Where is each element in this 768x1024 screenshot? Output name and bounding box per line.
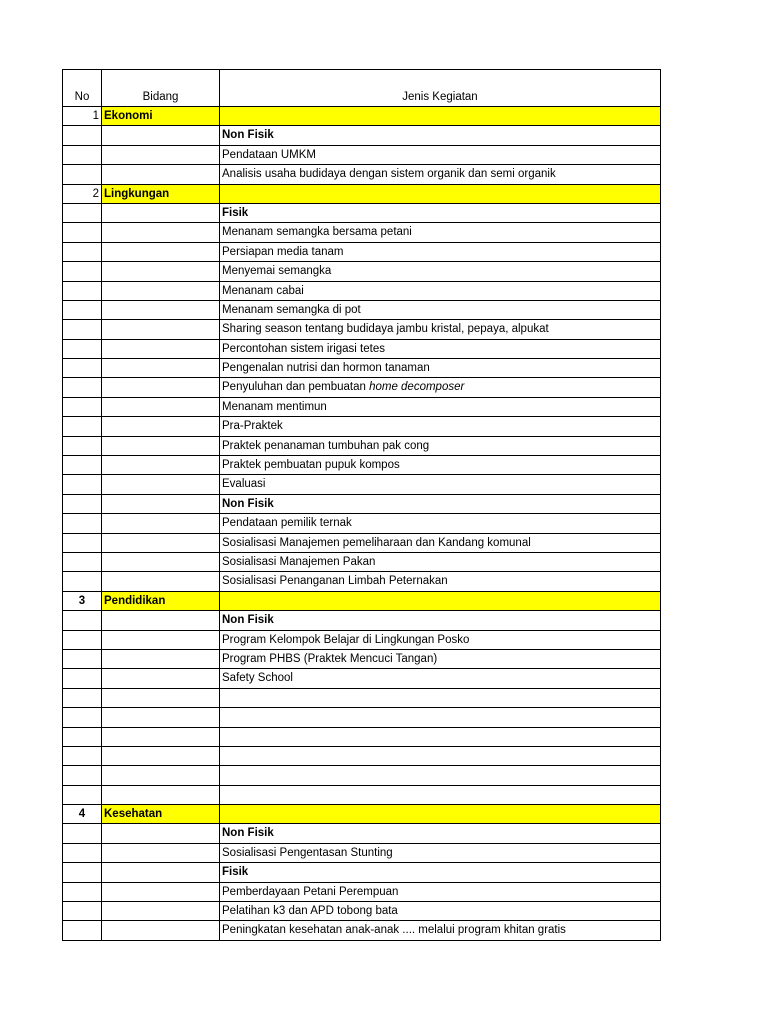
row-bidang-cell xyxy=(101,301,219,319)
row-no-cell xyxy=(62,534,101,552)
row-no-cell xyxy=(62,728,101,746)
row-no-cell xyxy=(62,223,101,241)
row-jenis-cell: Sosialisasi Penanganan Limbah Peternakan xyxy=(219,572,661,590)
row-bidang-cell xyxy=(101,824,219,842)
row-no-cell: 1 xyxy=(62,107,101,125)
table-row xyxy=(62,514,661,533)
row-jenis-cell: Non Fisik xyxy=(219,824,661,842)
table-row xyxy=(62,437,661,456)
row-no-cell xyxy=(62,301,101,319)
row-no-cell xyxy=(62,126,101,144)
table-row xyxy=(62,534,661,553)
row-jenis-cell xyxy=(219,805,661,823)
row-no-cell xyxy=(62,398,101,416)
row-no-cell xyxy=(62,359,101,377)
row-no-cell xyxy=(62,631,101,649)
row-no-cell xyxy=(62,650,101,668)
row-no-cell xyxy=(62,844,101,862)
table-row xyxy=(62,902,661,921)
row-no-cell xyxy=(62,824,101,842)
row-no-cell xyxy=(62,689,101,707)
table-row xyxy=(62,863,661,882)
row-no-cell xyxy=(62,708,101,726)
row-bidang-cell xyxy=(101,534,219,552)
table-row xyxy=(62,301,661,320)
row-jenis-cell: Menanam cabai xyxy=(219,282,661,300)
table-row xyxy=(62,921,661,940)
table-row xyxy=(62,689,661,708)
row-bidang-cell xyxy=(101,844,219,862)
row-jenis-cell: Percontohan sistem irigasi tetes xyxy=(219,340,661,358)
row-bidang-cell xyxy=(101,146,219,164)
row-bidang-cell xyxy=(101,437,219,455)
row-jenis-cell: Non Fisik xyxy=(219,126,661,144)
row-no-cell xyxy=(62,340,101,358)
row-bidang-cell xyxy=(101,689,219,707)
row-no-cell xyxy=(62,243,101,261)
row-jenis-cell: Safety School xyxy=(219,669,661,687)
row-no-cell: 3 xyxy=(62,592,101,610)
table-row xyxy=(62,747,661,766)
section-row xyxy=(62,107,661,126)
header-bidang: Bidang xyxy=(101,70,219,106)
row-no-cell xyxy=(62,669,101,687)
row-bidang-cell xyxy=(101,883,219,901)
row-bidang-cell xyxy=(101,514,219,532)
row-no-cell xyxy=(62,572,101,590)
row-jenis-cell: Sharing season tentang budidaya jambu kristal, pepaya, alpukat xyxy=(219,320,661,338)
row-bidang-cell: Lingkungan xyxy=(101,185,219,203)
row-no-cell xyxy=(62,921,101,939)
row-bidang-cell xyxy=(101,223,219,241)
row-no-cell xyxy=(62,262,101,280)
row-jenis-cell: Analisis usaha budidaya dengan sistem organik dan semi organik xyxy=(219,165,661,183)
row-no-cell xyxy=(62,514,101,532)
row-no-cell xyxy=(62,165,101,183)
row-jenis-cell xyxy=(219,592,661,610)
row-jenis-cell: Non Fisik xyxy=(219,495,661,513)
row-jenis-cell: Pendataan pemilik ternak xyxy=(219,514,661,532)
row-jenis-cell: Menanam semangka di pot xyxy=(219,301,661,319)
row-bidang-cell xyxy=(101,475,219,493)
row-bidang-cell xyxy=(101,728,219,746)
table-row xyxy=(62,824,661,843)
row-jenis-cell xyxy=(219,766,661,784)
row-bidang-cell xyxy=(101,611,219,629)
row-bidang-cell xyxy=(101,708,219,726)
row-jenis-cell xyxy=(219,786,661,804)
table-row xyxy=(62,204,661,223)
row-no-cell xyxy=(62,553,101,571)
row-bidang-cell xyxy=(101,553,219,571)
row-bidang-cell xyxy=(101,282,219,300)
row-bidang-cell: Pendidikan xyxy=(101,592,219,610)
row-bidang-cell: Ekonomi xyxy=(101,107,219,125)
row-bidang-cell xyxy=(101,204,219,222)
table-row xyxy=(62,728,661,747)
row-no-cell xyxy=(62,883,101,901)
row-jenis-cell: Non Fisik xyxy=(219,611,661,629)
table-row xyxy=(62,475,661,494)
row-jenis-cell xyxy=(219,378,661,396)
row-no-cell: 2 xyxy=(62,185,101,203)
row-no-cell xyxy=(62,437,101,455)
row-jenis-cell: Fisik xyxy=(219,204,661,222)
row-jenis-cell: Pemberdayaan Petani Perempuan xyxy=(219,883,661,901)
row-jenis-text: Penyuluhan dan pembuatan xyxy=(222,381,370,394)
row-bidang-cell xyxy=(101,747,219,765)
row-bidang-cell xyxy=(101,126,219,144)
row-bidang-cell xyxy=(101,165,219,183)
row-bidang-cell xyxy=(101,572,219,590)
row-no-cell xyxy=(62,204,101,222)
row-bidang-cell xyxy=(101,378,219,396)
row-jenis-italic-text: home decomposer xyxy=(369,381,465,394)
row-jenis-cell xyxy=(219,747,661,765)
row-bidang-cell xyxy=(101,359,219,377)
row-jenis-cell: Evaluasi xyxy=(219,475,661,493)
row-bidang-cell xyxy=(101,320,219,338)
row-jenis-cell: Sosialisasi Manajemen Pakan xyxy=(219,553,661,571)
row-bidang-cell xyxy=(101,417,219,435)
table-row xyxy=(62,456,661,475)
table-row xyxy=(62,786,661,805)
table-row xyxy=(62,359,661,378)
row-bidang-cell xyxy=(101,398,219,416)
table-row xyxy=(62,553,661,572)
row-no-cell xyxy=(62,786,101,804)
table-row xyxy=(62,126,661,145)
row-bidang-cell xyxy=(101,340,219,358)
row-jenis-cell: Program Kelompok Belajar di Lingkungan Posko xyxy=(219,631,661,649)
row-no-cell xyxy=(62,863,101,881)
table-row xyxy=(62,165,661,184)
table-row xyxy=(62,378,661,397)
row-jenis-cell xyxy=(219,107,661,125)
section-row xyxy=(62,592,661,611)
row-no-cell xyxy=(62,495,101,513)
row-no-cell xyxy=(62,747,101,765)
row-jenis-cell: Praktek pembuatan pupuk kompos xyxy=(219,456,661,474)
table-body xyxy=(62,107,661,941)
row-bidang-cell xyxy=(101,650,219,668)
row-no-cell xyxy=(62,766,101,784)
row-bidang-cell xyxy=(101,902,219,920)
table-row xyxy=(62,398,661,417)
row-bidang-cell xyxy=(101,766,219,784)
row-jenis-cell: Sosialisasi Manajemen pemeliharaan dan Kandang komunal xyxy=(219,534,661,552)
table-row xyxy=(62,146,661,165)
row-jenis-cell: Menanam mentimun xyxy=(219,398,661,416)
table-row xyxy=(62,417,661,436)
table-row xyxy=(62,766,661,785)
row-bidang-cell xyxy=(101,495,219,513)
table-row xyxy=(62,883,661,902)
row-bidang-cell xyxy=(101,669,219,687)
row-no-cell xyxy=(62,902,101,920)
row-jenis-cell xyxy=(219,728,661,746)
row-jenis-cell: Fisik xyxy=(219,863,661,881)
row-no-cell xyxy=(62,146,101,164)
table-row xyxy=(62,611,661,630)
row-jenis-cell: Sosialisasi Pengentasan Stunting xyxy=(219,844,661,862)
row-no-cell xyxy=(62,378,101,396)
row-jenis-cell: Pengenalan nutrisi dan hormon tanaman xyxy=(219,359,661,377)
row-bidang-cell xyxy=(101,631,219,649)
row-jenis-cell xyxy=(219,708,661,726)
row-bidang-cell: Kesehatan xyxy=(101,805,219,823)
row-jenis-cell: Praktek penanaman tumbuhan pak cong xyxy=(219,437,661,455)
table-header-row xyxy=(62,69,661,107)
table-row xyxy=(62,495,661,514)
row-no-cell xyxy=(62,456,101,474)
row-no-cell xyxy=(62,475,101,493)
row-no-cell xyxy=(62,320,101,338)
row-no-cell xyxy=(62,611,101,629)
row-bidang-cell xyxy=(101,863,219,881)
row-bidang-cell xyxy=(101,456,219,474)
table-row xyxy=(62,262,661,281)
activity-table xyxy=(62,69,661,941)
table-row xyxy=(62,320,661,339)
row-jenis-cell: Peningkatan kesehatan anak-anak .... melalui program khitan gratis xyxy=(219,921,661,939)
table-row xyxy=(62,650,661,669)
row-bidang-cell xyxy=(101,262,219,280)
table-row xyxy=(62,669,661,688)
table-row xyxy=(62,631,661,650)
row-jenis-cell: Program PHBS (Praktek Mencuci Tangan) xyxy=(219,650,661,668)
table-row xyxy=(62,844,661,863)
table-row xyxy=(62,282,661,301)
row-jenis-cell: Pra-Praktek xyxy=(219,417,661,435)
row-jenis-cell: Persiapan media tanam xyxy=(219,243,661,261)
row-no-cell: 4 xyxy=(62,805,101,823)
section-row xyxy=(62,185,661,204)
row-no-cell xyxy=(62,282,101,300)
row-bidang-cell xyxy=(101,243,219,261)
table-row xyxy=(62,340,661,359)
row-jenis-cell xyxy=(219,185,661,203)
row-no-cell xyxy=(62,417,101,435)
table-row xyxy=(62,708,661,727)
header-no: No xyxy=(62,70,101,106)
row-bidang-cell xyxy=(101,921,219,939)
table-row xyxy=(62,243,661,262)
table-row xyxy=(62,223,661,242)
row-jenis-cell: Pelatihan k3 dan APD tobong bata xyxy=(219,902,661,920)
section-row xyxy=(62,805,661,824)
row-jenis-cell: Pendataan UMKM xyxy=(219,146,661,164)
row-bidang-cell xyxy=(101,786,219,804)
header-jenis-kegiatan: Jenis Kegiatan xyxy=(219,70,661,106)
row-jenis-cell xyxy=(219,689,661,707)
row-jenis-cell: Menanam semangka bersama petani xyxy=(219,223,661,241)
table-row xyxy=(62,572,661,591)
row-jenis-cell: Menyemai semangka xyxy=(219,262,661,280)
